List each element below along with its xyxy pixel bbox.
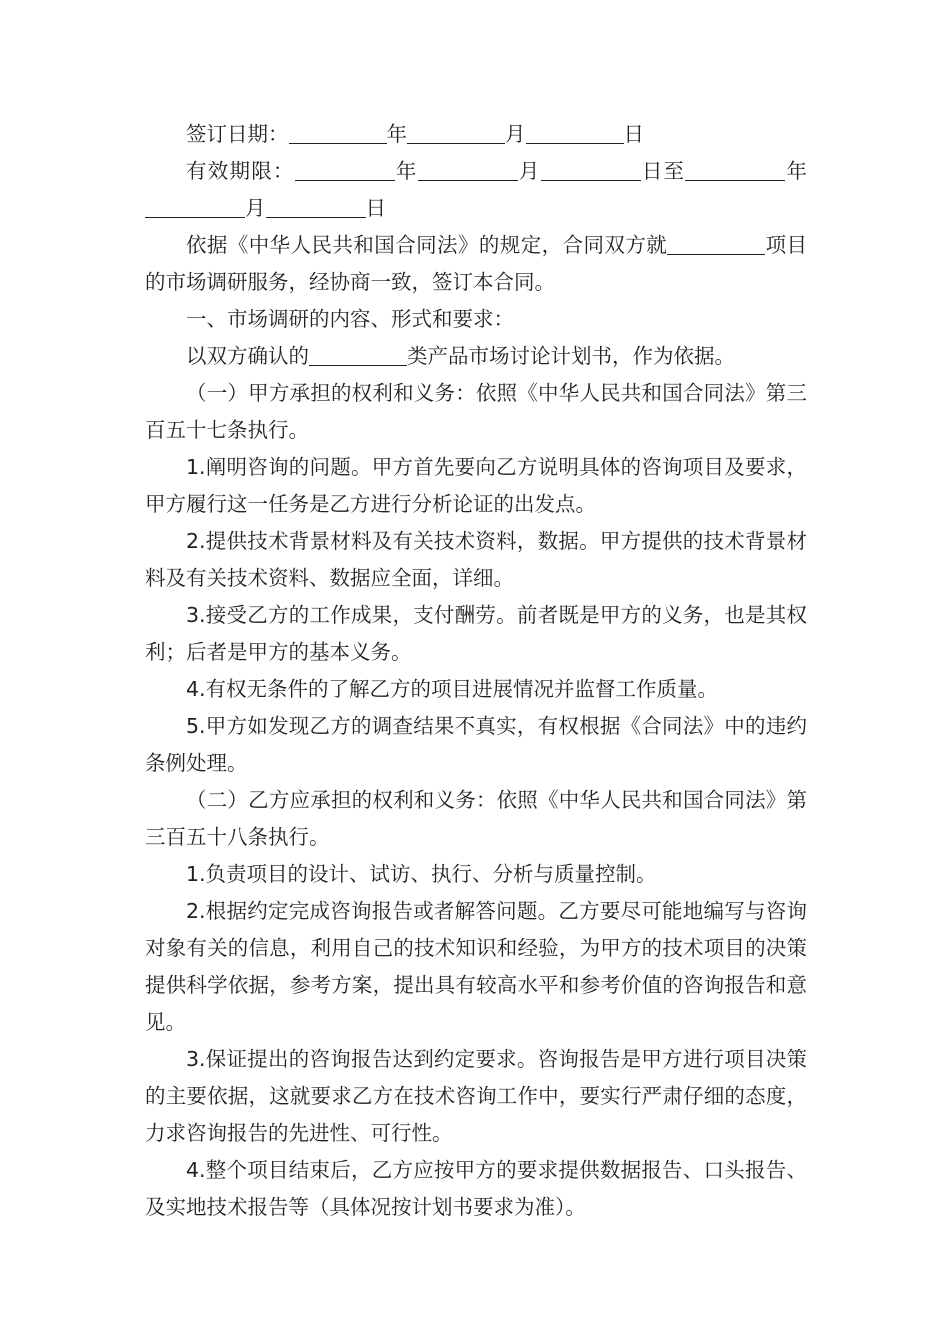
section1-title: 一、市场调研的内容、形式和要求： bbox=[186, 307, 514, 331]
party-b-item: 2.根据约定完成咨询报告或者解答问题。乙方要尽可能地编写与咨询对象有关的信息，利用自己的技术知识和经验，为甲方的技术项目的决策提供科学依据，参考方案，提出具有较高水平和参考价值的咨询报告和意见。 bbox=[145, 899, 807, 1034]
party-a-item: 4.有权无条件的了解乙方的项目进展情况并监督工作质量。 bbox=[186, 677, 719, 701]
valid-end-month-blank bbox=[145, 197, 245, 219]
valid-end-year-label: 年 bbox=[785, 159, 808, 183]
party-a-item: 5.甲方如发现乙方的调查结果不真实，有权根据《合同法》中的违约条例处理。 bbox=[145, 714, 807, 775]
contract-body bbox=[145, 116, 807, 1226]
valid-month-label: 月 bbox=[517, 159, 541, 183]
sign-month-label: 月 bbox=[505, 122, 526, 146]
valid-period-line bbox=[145, 153, 807, 227]
basis-text-b: 类产品市场讨论计划书，作为依据。 bbox=[407, 344, 735, 368]
valid-end-month-label: 月 bbox=[245, 196, 266, 220]
valid-end-year-blank bbox=[685, 160, 785, 182]
sign-day-blank bbox=[526, 123, 624, 145]
sign-month-blank bbox=[407, 123, 505, 145]
valid-period-label: 有效期限： bbox=[186, 159, 295, 183]
valid-year-label: 年 bbox=[394, 159, 418, 183]
sign-day-label: 日 bbox=[623, 122, 644, 146]
intro-paragraph bbox=[145, 227, 807, 301]
valid-end-day-blank bbox=[266, 197, 366, 219]
sign-year-blank bbox=[289, 123, 387, 145]
sign-date-label: 签订日期： bbox=[186, 122, 289, 146]
party-a-item: 2.提供技术背景材料及有关技术资料，数据。甲方提供的技术背景材料及有关技术资料、数据应全面，详细。 bbox=[145, 529, 807, 590]
project-name-blank bbox=[667, 234, 765, 256]
valid-end-day-label: 日 bbox=[365, 196, 386, 220]
sign-year-label: 年 bbox=[386, 122, 407, 146]
party-a-title: （一）甲方承担的权利和义务：依照《中华人民共和国合同法》第三百五十七条执行。 bbox=[145, 381, 807, 442]
sign-date-line bbox=[145, 116, 807, 153]
valid-day-to-label: 日至 bbox=[640, 159, 686, 183]
party-b-item: 1.负责项目的设计、试访、执行、分析与质量控制。 bbox=[186, 862, 657, 886]
party-b-item: 3.保证提出的咨询报告达到约定要求。咨询报告是甲方进行项目决策的主要依据，这就要求乙方在技术咨询工作中，要实行严肃仔细的态度，力求咨询报告的先进性、可行性。 bbox=[145, 1047, 807, 1145]
valid-day-blank bbox=[541, 160, 641, 182]
basis-text-a: 以双方确认的 bbox=[186, 344, 309, 368]
party-b-title: （二）乙方应承担的权利和义务：依照《中华人民共和国合同法》第三百五十八条执行。 bbox=[145, 788, 807, 849]
intro-text-b: 项目的市场调研服务，经协商一致，签订本合同。 bbox=[145, 233, 808, 294]
party-a-item: 1.阐明咨询的问题。甲方首先要向乙方说明具体的咨询项目及要求，甲方履行这一任务是乙方进行分析论证的出发点。 bbox=[145, 455, 807, 516]
party-a-item: 3.接受乙方的工作成果，支付酬劳。前者既是甲方的义务，也是其权利；后者是甲方的基本义务。 bbox=[145, 603, 807, 664]
intro-text-a: 依据《中华人民共和国合同法》的规定，合同双方就 bbox=[186, 233, 668, 257]
party-b-item: 4.整个项目结束后，乙方应按甲方的要求提供数据报告、口头报告、及实地技术报告等（具体况按计划书要求为准）。 bbox=[145, 1158, 807, 1219]
valid-month-blank bbox=[418, 160, 518, 182]
valid-year-blank bbox=[295, 160, 395, 182]
product-type-blank bbox=[309, 345, 407, 367]
basis-paragraph bbox=[145, 338, 807, 375]
